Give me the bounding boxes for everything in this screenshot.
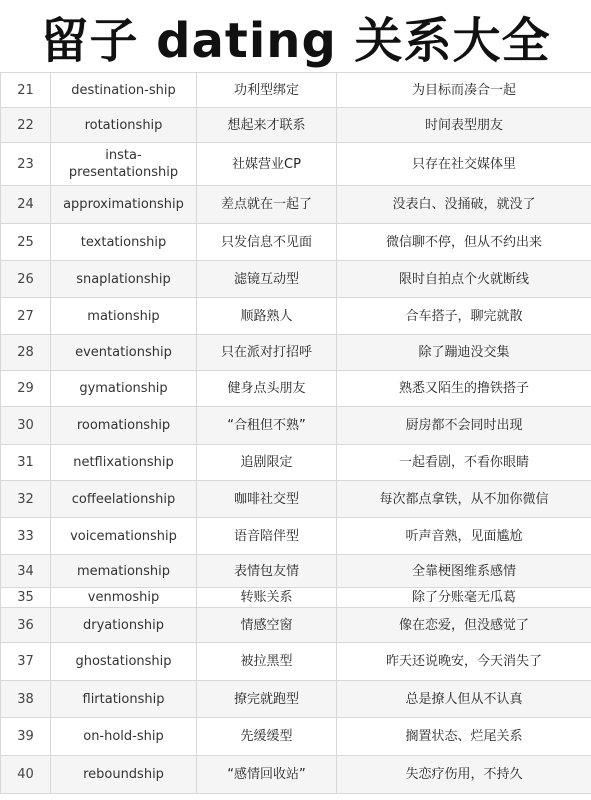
row-number: 39 [1,718,51,756]
english-term: coffeelationship [51,481,197,518]
chinese-type: 功利型绑定 [197,73,337,108]
row-number: 22 [1,108,51,143]
table-row [1,261,591,298]
chinese-type: 健身点头朋友 [197,371,337,407]
row-number: 40 [1,756,51,794]
english-term: mationship [51,298,197,335]
row-number: 38 [1,681,51,718]
table-row [1,518,591,555]
table-row [1,407,591,445]
row-number: 33 [1,518,51,555]
row-number: 37 [1,643,51,681]
chinese-type: 先缓缓型 [197,718,337,756]
chinese-type: 转账关系 [197,588,337,608]
row-number: 30 [1,407,51,445]
english-term: ghostationship [51,643,197,681]
english-term: gymationship [51,371,197,407]
english-term: snaplationship [51,261,197,298]
english-term: memationship [51,555,197,588]
english-term: on-hold-ship [51,718,197,756]
row-number: 32 [1,481,51,518]
row-number: 27 [1,298,51,335]
row-number: 25 [1,224,51,261]
chinese-type: 社媒营业CP [197,143,337,186]
english-term: dryationship [51,608,197,643]
description: 失恋疗伤用，不持久 [337,756,591,794]
description: 一起看剧，不看你眼睛 [337,445,591,481]
description: 总是撩人但从不认真 [337,681,591,718]
chinese-type: 差点就在一起了 [197,186,337,224]
english-term: netflixationship [51,445,197,481]
description: 没表白、没捅破，就没了 [337,186,591,224]
table-row [1,643,591,681]
description: 合车搭子，聊完就散 [337,298,591,335]
table-row [1,186,591,224]
table-row [1,108,591,143]
table-row [1,681,591,718]
english-term: venmoship [51,588,197,608]
table-row [1,718,591,756]
chinese-type: “感情回收站” [197,756,337,794]
row-number: 21 [1,73,51,108]
relationship-table [0,72,591,794]
english-term: voicemationship [51,518,197,555]
table-row [1,224,591,261]
table-row [1,608,591,643]
table-row [1,371,591,407]
chinese-type: 想起来才联系 [197,108,337,143]
table-row [1,756,591,794]
row-number: 36 [1,608,51,643]
description: 熟悉又陌生的撸铁搭子 [337,371,591,407]
row-number: 29 [1,371,51,407]
table-row [1,481,591,518]
table-row [1,445,591,481]
english-term: insta- presentationship [51,143,197,186]
chinese-type: 只发信息不见面 [197,224,337,261]
row-number: 23 [1,143,51,186]
english-term: roomationship [51,407,197,445]
table-row [1,335,591,371]
table-row [1,73,591,108]
description: 厨房都不会同时出现 [337,407,591,445]
chinese-type: 滤镜互动型 [197,261,337,298]
table-row [1,143,591,186]
english-term: approximationship [51,186,197,224]
description: 像在恋爱，但没感觉了 [337,608,591,643]
english-term: textationship [51,224,197,261]
description: 只存在社交媒体里 [337,143,591,186]
chinese-type: 表情包友情 [197,555,337,588]
description: 微信聊不停，但从不约出来 [337,224,591,261]
chinese-type: 撩完就跑型 [197,681,337,718]
description: 为目标而凑合一起 [337,73,591,108]
description: 除了分账毫无瓜葛 [337,588,591,608]
english-term: rotationship [51,108,197,143]
english-term: destination-ship [51,73,197,108]
chinese-type: 顺路熟人 [197,298,337,335]
page-title: 留子 dating 关系大全 [40,12,551,69]
row-number: 28 [1,335,51,371]
row-number: 35 [1,588,51,608]
english-term: eventationship [51,335,197,371]
description: 除了蹦迪没交集 [337,335,591,371]
chinese-type: 情感空窗 [197,608,337,643]
description: 全靠梗图维系感情 [337,555,591,588]
chinese-type: 只在派对打招呼 [197,335,337,371]
description: 搁置状态、烂尾关系 [337,718,591,756]
chinese-type: “合租但不熟” [197,407,337,445]
chinese-type: 语音陪伴型 [197,518,337,555]
chinese-type: 被拉黑型 [197,643,337,681]
description: 时间表型朋友 [337,108,591,143]
english-term: flirtationship [51,681,197,718]
english-term: reboundship [51,756,197,794]
row-number: 31 [1,445,51,481]
table-row [1,555,591,588]
table-row [1,298,591,335]
table-row [1,588,591,608]
chinese-type: 追剧限定 [197,445,337,481]
description: 听声音熟，见面尴尬 [337,518,591,555]
row-number: 34 [1,555,51,588]
chinese-type: 咖啡社交型 [197,481,337,518]
row-number: 26 [1,261,51,298]
row-number: 24 [1,186,51,224]
description: 限时自拍点个火就断线 [337,261,591,298]
description: 每次都点拿铁，从不加你微信 [337,481,591,518]
description: 昨天还说晚安，今天消失了 [337,643,591,681]
